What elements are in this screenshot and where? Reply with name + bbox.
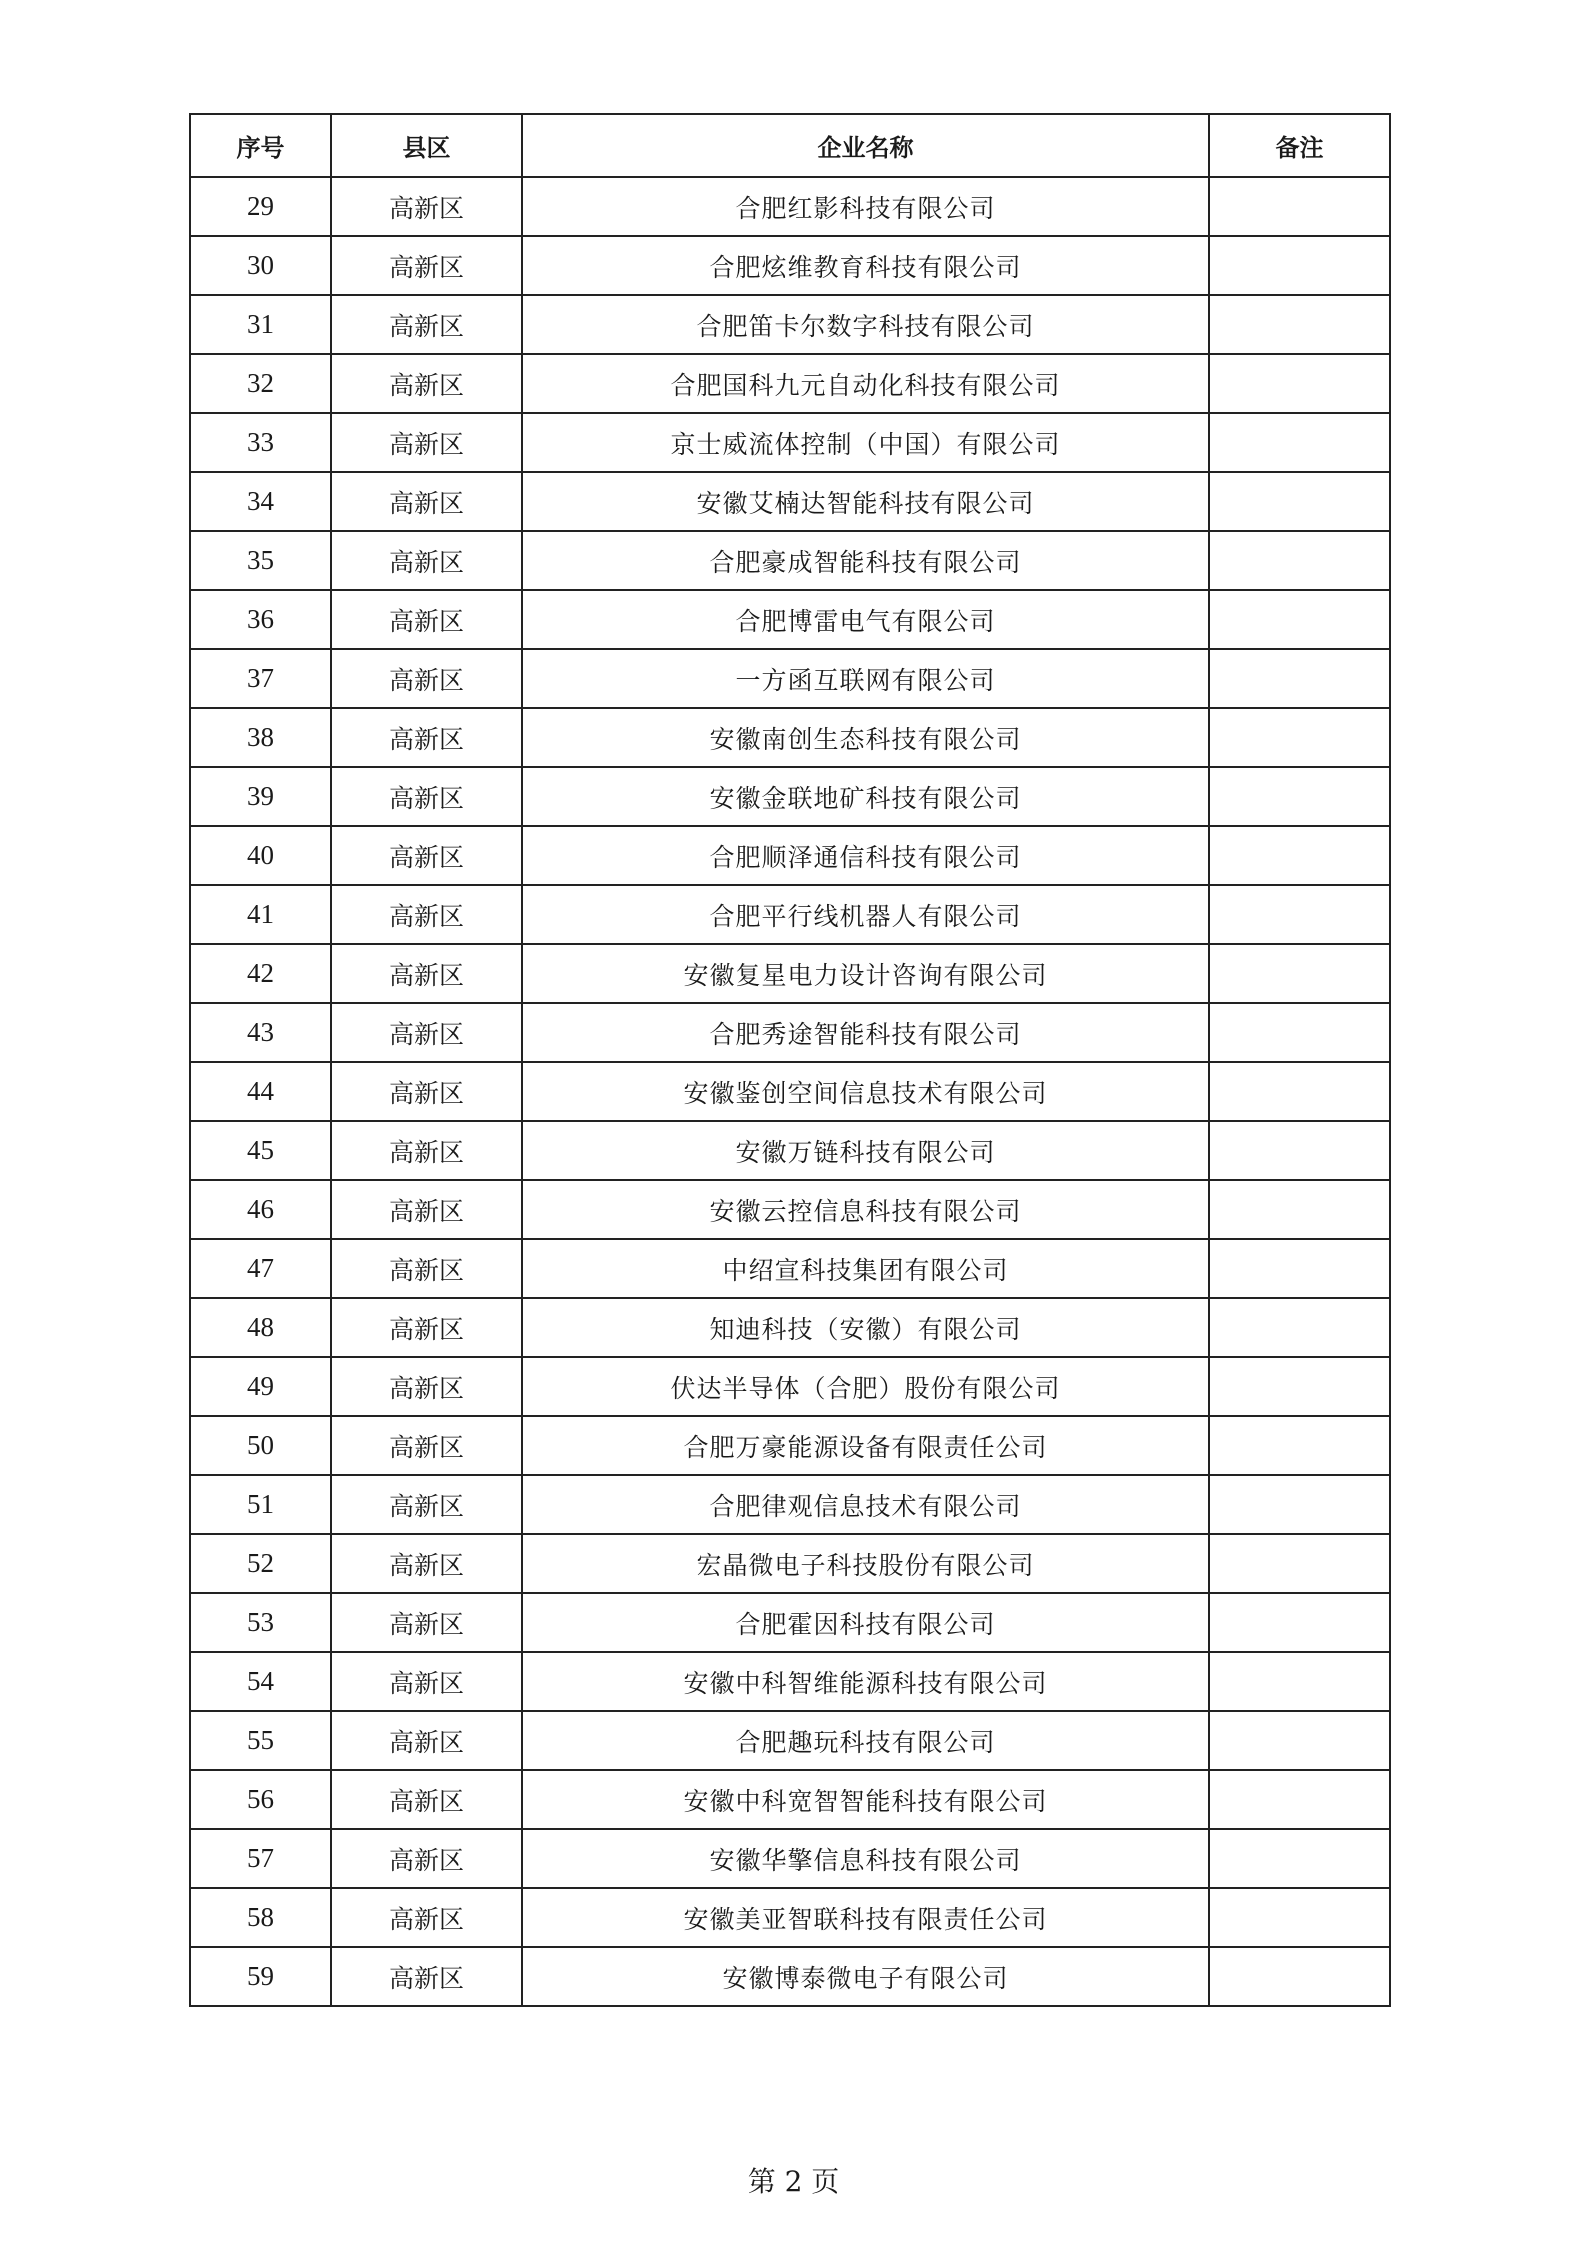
enterprise-name-cell: 安徽金联地矿科技有限公司: [522, 767, 1209, 826]
table-row: [190, 1652, 1390, 1711]
remark-cell: [1209, 649, 1390, 708]
table-row: [190, 767, 1390, 826]
district-cell: 高新区: [331, 1062, 522, 1121]
table-row: [190, 1475, 1390, 1534]
table-row: [190, 531, 1390, 590]
remark-cell: [1209, 708, 1390, 767]
table-row: [190, 472, 1390, 531]
table-row: [190, 295, 1390, 354]
table-row: [190, 1888, 1390, 1947]
enterprise-name-cell: 合肥博雷电气有限公司: [522, 590, 1209, 649]
table-row: [190, 708, 1390, 767]
table-row: [190, 1416, 1390, 1475]
serial-number-cell: 42: [190, 944, 331, 1003]
serial-number-cell: 54: [190, 1652, 331, 1711]
district-cell: 高新区: [331, 1888, 522, 1947]
table-row: [190, 649, 1390, 708]
table-row: [190, 1239, 1390, 1298]
district-cell: 高新区: [331, 708, 522, 767]
enterprise-name-cell: 安徽美亚智联科技有限责任公司: [522, 1888, 1209, 1947]
enterprise-name-cell: 合肥万豪能源设备有限责任公司: [522, 1416, 1209, 1475]
district-cell: 高新区: [331, 1180, 522, 1239]
enterprise-name-cell: 安徽复星电力设计咨询有限公司: [522, 944, 1209, 1003]
table-row: [190, 1298, 1390, 1357]
enterprise-name-cell: 合肥律观信息技术有限公司: [522, 1475, 1209, 1534]
table-row: [190, 1534, 1390, 1593]
district-cell: 高新区: [331, 826, 522, 885]
remark-cell: [1209, 1947, 1390, 2006]
header-remark: 备注: [1209, 114, 1390, 177]
serial-number-cell: 40: [190, 826, 331, 885]
serial-number-cell: 35: [190, 531, 331, 590]
district-cell: 高新区: [331, 472, 522, 531]
serial-number-cell: 37: [190, 649, 331, 708]
serial-number-cell: 50: [190, 1416, 331, 1475]
remark-cell: [1209, 1416, 1390, 1475]
remark-cell: [1209, 1239, 1390, 1298]
enterprise-name-cell: 合肥趣玩科技有限公司: [522, 1711, 1209, 1770]
table-row: [190, 1947, 1390, 2006]
district-cell: 高新区: [331, 1534, 522, 1593]
remark-cell: [1209, 1062, 1390, 1121]
enterprise-name-cell: 合肥顺泽通信科技有限公司: [522, 826, 1209, 885]
remark-cell: [1209, 1475, 1390, 1534]
district-cell: 高新区: [331, 885, 522, 944]
table-row: [190, 177, 1390, 236]
serial-number-cell: 30: [190, 236, 331, 295]
remark-cell: [1209, 413, 1390, 472]
enterprise-name-cell: 安徽南创生态科技有限公司: [522, 708, 1209, 767]
district-cell: 高新区: [331, 413, 522, 472]
enterprise-name-cell: 安徽中科智维能源科技有限公司: [522, 1652, 1209, 1711]
enterprise-name-cell: 合肥炫维教育科技有限公司: [522, 236, 1209, 295]
remark-cell: [1209, 1180, 1390, 1239]
district-cell: 高新区: [331, 1298, 522, 1357]
table-row: [190, 236, 1390, 295]
enterprise-list-table: [189, 113, 1391, 2007]
header-district: 县区: [331, 114, 522, 177]
page-number: 第 2 页: [747, 2165, 840, 2198]
serial-number-cell: 46: [190, 1180, 331, 1239]
district-cell: 高新区: [331, 1121, 522, 1180]
serial-number-cell: 55: [190, 1711, 331, 1770]
serial-number-cell: 41: [190, 885, 331, 944]
district-cell: 高新区: [331, 590, 522, 649]
district-cell: 高新区: [331, 236, 522, 295]
remark-cell: [1209, 354, 1390, 413]
enterprise-name-cell: 合肥国科九元自动化科技有限公司: [522, 354, 1209, 413]
district-cell: 高新区: [331, 1711, 522, 1770]
remark-cell: [1209, 177, 1390, 236]
table-row: [190, 354, 1390, 413]
header-enterprise-name: 企业名称: [522, 114, 1209, 177]
remark-cell: [1209, 1829, 1390, 1888]
district-cell: 高新区: [331, 354, 522, 413]
district-cell: 高新区: [331, 1947, 522, 2006]
enterprise-name-cell: 合肥笛卡尔数字科技有限公司: [522, 295, 1209, 354]
enterprise-name-cell: 安徽万链科技有限公司: [522, 1121, 1209, 1180]
remark-cell: [1209, 1003, 1390, 1062]
enterprise-name-cell: 安徽博泰微电子有限公司: [522, 1947, 1209, 2006]
table-row: [190, 1003, 1390, 1062]
serial-number-cell: 47: [190, 1239, 331, 1298]
serial-number-cell: 43: [190, 1003, 331, 1062]
enterprise-name-cell: 合肥红影科技有限公司: [522, 177, 1209, 236]
district-cell: 高新区: [331, 1357, 522, 1416]
district-cell: 高新区: [331, 649, 522, 708]
district-cell: 高新区: [331, 177, 522, 236]
enterprise-name-cell: 安徽华擎信息科技有限公司: [522, 1829, 1209, 1888]
table-row: [190, 1829, 1390, 1888]
district-cell: 高新区: [331, 1770, 522, 1829]
district-cell: 高新区: [331, 1416, 522, 1475]
remark-cell: [1209, 944, 1390, 1003]
remark-cell: [1209, 1711, 1390, 1770]
enterprise-name-cell: 京士威流体控制（中国）有限公司: [522, 413, 1209, 472]
table-row: [190, 1121, 1390, 1180]
serial-number-cell: 45: [190, 1121, 331, 1180]
serial-number-cell: 33: [190, 413, 331, 472]
table-row: [190, 1357, 1390, 1416]
district-cell: 高新区: [331, 1829, 522, 1888]
serial-number-cell: 36: [190, 590, 331, 649]
serial-number-cell: 59: [190, 1947, 331, 2006]
enterprise-name-cell: 合肥平行线机器人有限公司: [522, 885, 1209, 944]
enterprise-name-cell: 安徽云控信息科技有限公司: [522, 1180, 1209, 1239]
serial-number-cell: 48: [190, 1298, 331, 1357]
table-row: [190, 885, 1390, 944]
district-cell: 高新区: [331, 1475, 522, 1534]
district-cell: 高新区: [331, 1003, 522, 1062]
serial-number-cell: 56: [190, 1770, 331, 1829]
serial-number-cell: 51: [190, 1475, 331, 1534]
enterprise-name-cell: 一方函互联网有限公司: [522, 649, 1209, 708]
table-row: [190, 826, 1390, 885]
district-cell: 高新区: [331, 944, 522, 1003]
enterprise-name-cell: 合肥秀途智能科技有限公司: [522, 1003, 1209, 1062]
district-cell: 高新区: [331, 1652, 522, 1711]
table-row: [190, 1711, 1390, 1770]
district-cell: 高新区: [331, 295, 522, 354]
remark-cell: [1209, 826, 1390, 885]
enterprise-name-cell: 安徽艾楠达智能科技有限公司: [522, 472, 1209, 531]
remark-cell: [1209, 767, 1390, 826]
table-row: [190, 944, 1390, 1003]
district-cell: 高新区: [331, 1239, 522, 1298]
serial-number-cell: 53: [190, 1593, 331, 1652]
remark-cell: [1209, 236, 1390, 295]
enterprise-name-cell: 中绍宣科技集团有限公司: [522, 1239, 1209, 1298]
remark-cell: [1209, 1770, 1390, 1829]
enterprise-name-cell: 伏达半导体（合肥）股份有限公司: [522, 1357, 1209, 1416]
district-cell: 高新区: [331, 767, 522, 826]
serial-number-cell: 58: [190, 1888, 331, 1947]
enterprise-name-cell: 安徽鉴创空间信息技术有限公司: [522, 1062, 1209, 1121]
serial-number-cell: 29: [190, 177, 331, 236]
table-body: [190, 177, 1390, 2006]
serial-number-cell: 39: [190, 767, 331, 826]
serial-number-cell: 32: [190, 354, 331, 413]
serial-number-cell: 57: [190, 1829, 331, 1888]
header-serial-number: 序号: [190, 114, 331, 177]
serial-number-cell: 44: [190, 1062, 331, 1121]
remark-cell: [1209, 1357, 1390, 1416]
remark-cell: [1209, 1121, 1390, 1180]
remark-cell: [1209, 885, 1390, 944]
remark-cell: [1209, 590, 1390, 649]
remark-cell: [1209, 472, 1390, 531]
table-row: [190, 1770, 1390, 1829]
district-cell: 高新区: [331, 1593, 522, 1652]
table-row: [190, 590, 1390, 649]
table-row: [190, 1180, 1390, 1239]
remark-cell: [1209, 295, 1390, 354]
remark-cell: [1209, 1534, 1390, 1593]
remark-cell: [1209, 1593, 1390, 1652]
serial-number-cell: 52: [190, 1534, 331, 1593]
table-row: [190, 413, 1390, 472]
serial-number-cell: 38: [190, 708, 331, 767]
table-header-row: [190, 114, 1390, 177]
enterprise-name-cell: 合肥豪成智能科技有限公司: [522, 531, 1209, 590]
table-row: [190, 1062, 1390, 1121]
remark-cell: [1209, 1652, 1390, 1711]
enterprise-name-cell: 宏晶微电子科技股份有限公司: [522, 1534, 1209, 1593]
table-row: [190, 1593, 1390, 1652]
remark-cell: [1209, 1298, 1390, 1357]
district-cell: 高新区: [331, 531, 522, 590]
serial-number-cell: 34: [190, 472, 331, 531]
serial-number-cell: 49: [190, 1357, 331, 1416]
enterprise-name-cell: 知迪科技（安徽）有限公司: [522, 1298, 1209, 1357]
remark-cell: [1209, 531, 1390, 590]
remark-cell: [1209, 1888, 1390, 1947]
serial-number-cell: 31: [190, 295, 331, 354]
enterprise-name-cell: 安徽中科宽智智能科技有限公司: [522, 1770, 1209, 1829]
enterprise-name-cell: 合肥霍因科技有限公司: [522, 1593, 1209, 1652]
